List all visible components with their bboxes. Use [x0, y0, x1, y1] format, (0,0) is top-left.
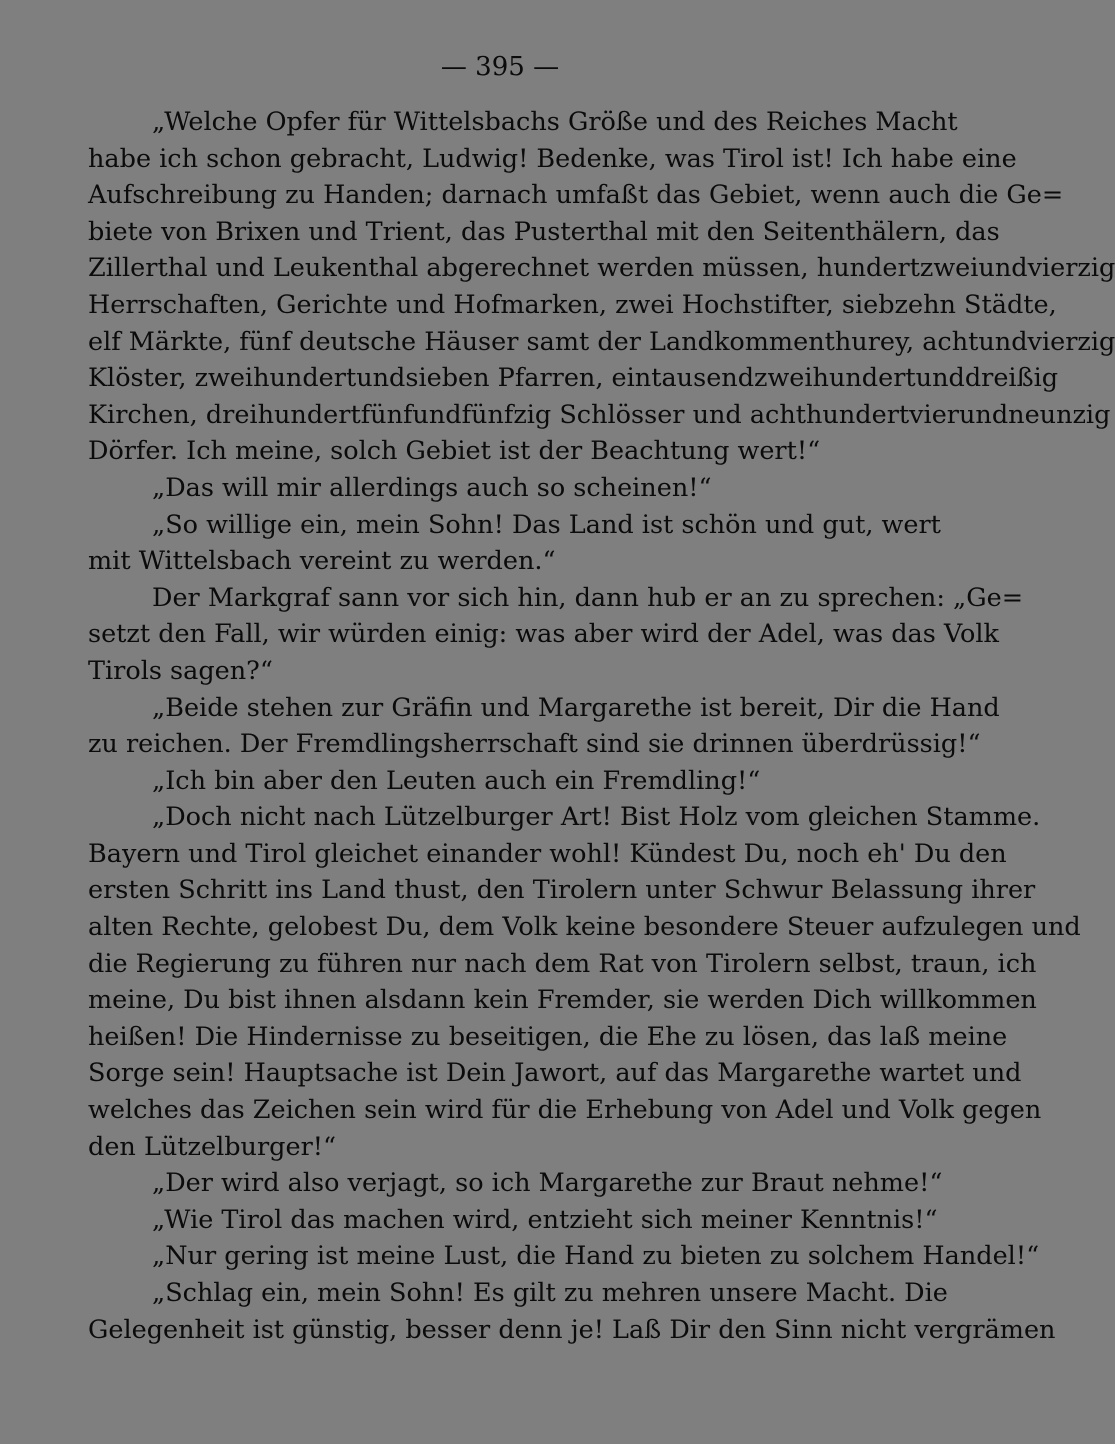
text-line: Zillerthal und Leukenthal abgerechnet werden müssen, hundertzweiundvierzig: [88, 253, 1115, 284]
text-line: setzt den Fall, wir würden einig: was aber wird der Adel, was das Volk: [88, 619, 999, 650]
page-number: — 395 —: [440, 52, 560, 82]
text-line: Kirchen, dreihundertfünfundfünfzig Schlösser und achthundertvierundneunzig: [88, 399, 1111, 430]
text-line: mit Wittelsbach vereint zu werden.“: [88, 546, 556, 577]
text-line: Klöster, zweihundertundsieben Pfarren, eintausendzweihundertunddreißig: [88, 363, 1059, 394]
text-line: „Beide stehen zur Gräfin und Margarethe ist bereit, Dir die Hand: [152, 692, 1000, 723]
text-line: Bayern und Tirol gleichet einander wohl! Kündest Du, noch eh' Du den: [88, 838, 1007, 869]
text-line: Sorge sein! Hauptsache ist Dein Jawort, auf das Margarethe wartet und: [88, 1058, 1022, 1089]
text-line: biete von Brixen und Trient, das Pusterthal mit den Seitenthälern, das: [88, 216, 1000, 247]
text-line: den Lützelburger!“: [88, 1131, 337, 1162]
text-line: „Doch nicht nach Lützelburger Art! Bist Holz vom gleichen Stamme.: [152, 802, 1041, 833]
text-line: ersten Schritt ins Land thust, den Tirolern unter Schwur Belassung ihrer: [88, 875, 1036, 906]
text-line: Tirols sagen?“: [88, 655, 273, 686]
text-line: Gelegenheit ist günstig, besser denn je! Laß Dir den Sinn nicht vergrämen: [88, 1314, 1056, 1345]
text-line: habe ich schon gebracht, Ludwig! Bedenke, was Tirol ist! Ich habe eine: [88, 143, 1017, 174]
text-line: Aufschreibung zu Handen; darnach umfaßt das Gebiet, wenn auch die Ge=: [88, 180, 1064, 211]
text-line: die Regierung zu führen nur nach dem Rat von Tirolern selbst, traun, ich: [88, 948, 1037, 979]
text-line: „Ich bin aber den Leuten auch ein Fremdling!“: [152, 765, 761, 796]
text-line: „Wie Tirol das machen wird, entzieht sich meiner Kenntnis!“: [152, 1204, 938, 1235]
text-line: elf Märkte, fünf deutsche Häuser samt der Landkommenthurey, achtundvierzig: [88, 326, 1115, 357]
text-line: meine, Du bist ihnen alsdann kein Fremder, sie werden Dich willkommen: [88, 985, 1037, 1016]
text-line: zu reichen. Der Fremdlingsherrschaft sind sie drinnen überdrüssig!“: [88, 729, 981, 760]
text-line: alten Rechte, gelobest Du, dem Volk keine besondere Steuer aufzulegen und: [88, 912, 1081, 943]
text-line: welches das Zeichen sein wird für die Erhebung von Adel und Volk gegen: [88, 1095, 1042, 1126]
text-line: Dörfer. Ich meine, solch Gebiet ist der Beachtung wert!“: [88, 436, 821, 467]
text-line: „Nur gering ist meine Lust, die Hand zu bieten zu solchem Handel!“: [152, 1241, 1040, 1272]
text-line: „Das will mir allerdings auch so scheinen!“: [152, 472, 712, 503]
text-line: „Der wird also verjagt, so ich Margarethe zur Braut nehme!“: [152, 1168, 943, 1199]
text-line: Der Markgraf sann vor sich hin, dann hub er an zu sprechen: „Ge=: [152, 582, 1024, 613]
text-line: heißen! Die Hindernisse zu beseitigen, die Ehe zu lösen, das laß meine: [88, 1021, 1008, 1052]
text-line: „Schlag ein, mein Sohn! Es gilt zu mehren unsere Macht. Die: [152, 1278, 948, 1308]
text-line: „Welche Opfer für Wittelsbachs Größe und des Reiches Macht: [152, 107, 958, 137]
text-line: „So willige ein, mein Sohn! Das Land ist schön und gut, wert: [152, 509, 941, 540]
text-line: Herrschaften, Gerichte und Hofmarken, zwei Hochstifter, siebzehn Städte,: [88, 289, 1057, 320]
body-text: [88, 104, 1115, 1348]
